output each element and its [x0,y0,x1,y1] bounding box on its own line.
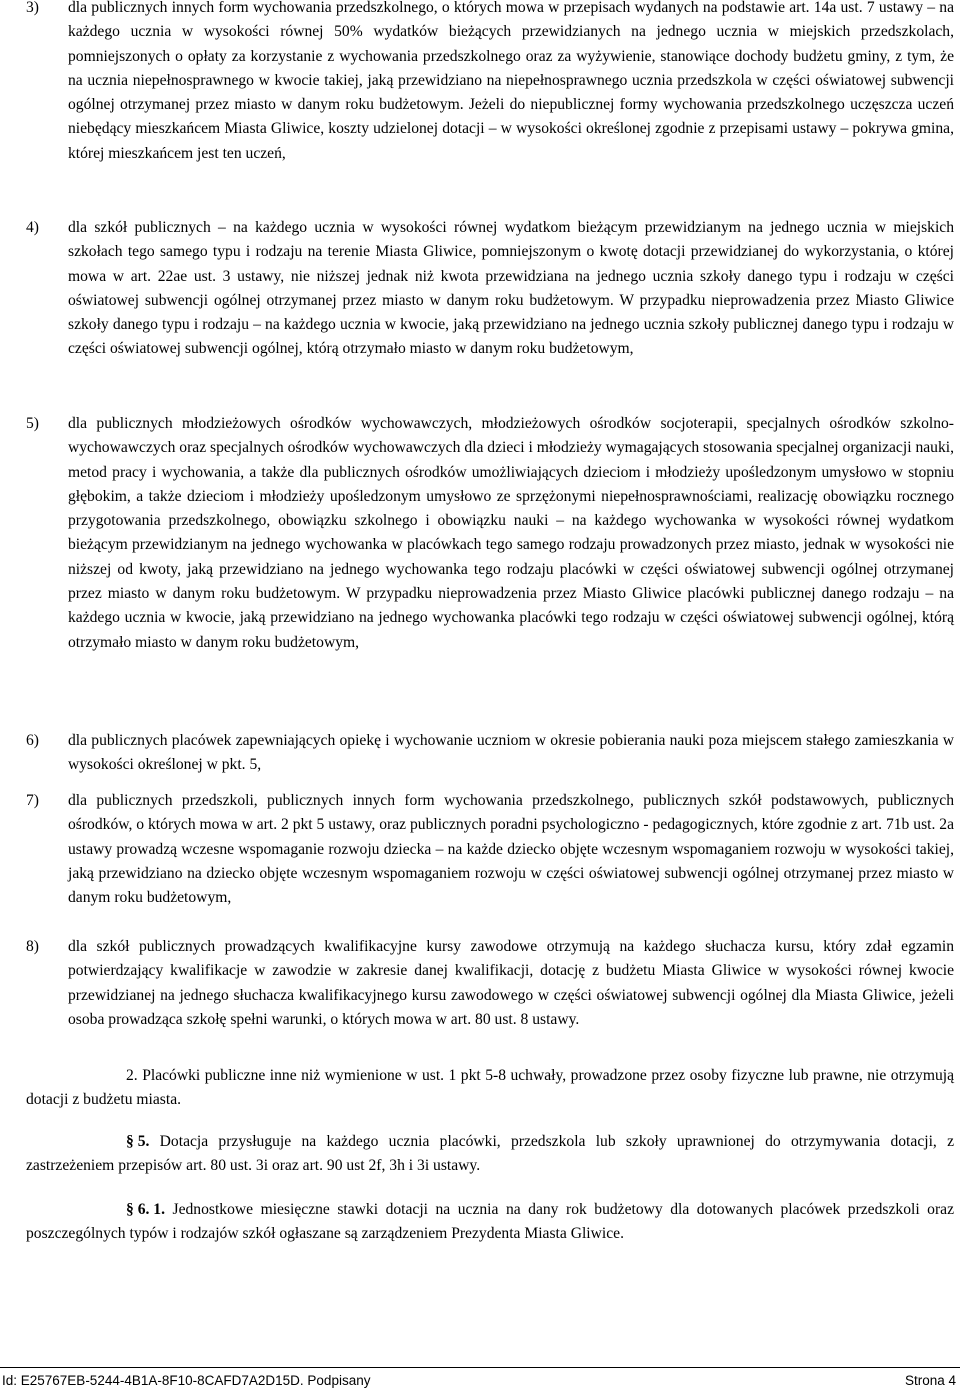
section-5 [26,1130,954,1179]
list-item-5 [26,412,954,655]
paragraph-text: Placówki publiczne inne niż wymienione w ust. 1 pkt 5-8 uchwały, prowadzone przez osoby fizyczne lub prawne, nie otrzymują dotacji z budżetu miasta. [26,1067,954,1109]
page-footer [0,1367,960,1388]
page-number: Strona 4 [904,1373,956,1388]
item-number: 8) [26,938,39,955]
item-text: dla szkół publicznych – na każdego ucznia w wysokości równej wydatkom bieżącym przewidzianym na jednego ucznia w miejskich szkołach tego samego typu i rodzaju na terenie Miasta Gliwice, pomniejszonym o kwotę dotacji przewidzianej do wykorzystania, o której mowa w art. 22ae ust. 3 ustawy, nie niższej jednak niż kwota przewidziana na jednego ucznia szkoły danego typu i rodzaju w części oświatowej subwencji ogólnej otrzymanej przez miasto w danym roku budżetowym. W przypadku nieprowadzenia przez Miasto Gliwice szkoły danego typu i rodzaju – na każdego ucznia w kwocie, jaką przewidziano na jednego ucznia szkoły publicznej danego typu i rodzaju w części oświatowej subwencji ogólnej, którą otrzymało miasto w danym roku budżetowym, [68,219,954,358]
item-text: dla publicznych innych form wychowania przedszkolnego, o których mowa w przepisach wydanych na podstawie art. 14a ust. 7 ustawy – na każdego ucznia w wysokości równej 50% wydatków bieżących przewidzianych na jednego ucznia w miejskich przedszkolach, pomniejszonych o opłaty za korzystanie z wychowania przedszkolnego oraz za wyżywienie, stanowiące dochody budżetu gminy, z tym, że na ucznia niepełnosprawnego w kwocie takiej, jaką przewidziano na niepełnosprawnego ucznia przedszkola w części oświatowej subwencji ogólnej otrzymanej przez miasto w danym roku budżetowym. Jeżeli do niepublicznej formy wychowania przedszkolnego uczęszcza uczeń niebędący mieszkańcem Miasta Gliwice, koszty udzielonej dotacji – w wysokości określonej zgodnie z przepisami ustawy – pokrywa gmina, której mieszkańcem jest ten uczeń, [68,0,954,162]
item-text: dla publicznych przedszkoli, publicznych innych form wychowania przedszkolnego, publicznych szkół podstawowych, publicznych ośrodków, o których mowa w art. 2 pkt 5 ustawy, oraz publicznych poradni psychologiczno - pedagogicznych, które zgodnie z art. 71b ust. 2a ustawy prowadzą wczesne wspomaganie rozwoju dziecka – na każde dziecko objęte wczesnym wspomaganiem rozwoju w wysokości takiej, jaką przewidziano na dziecko objęte wczesnym wspomaganiem rozwoju w części oświatowej subwencji ogólnej otrzymanej przez miasto w danym roku budżetowym, [68,792,954,907]
section-text: Dotacja przysługuje na każdego ucznia placówki, przedszkola lub szkoły uprawnionej do otrzymywania dotacji, z zastrzeżeniem przepisów art. 80 ust. 3i oraz art. 90 ust 2f, 3h i 3i ustawy. [26,1133,954,1175]
list-item-7 [26,789,954,910]
section-text: Jednostkowe miesięczne stawki dotacji na ucznia na dany rok budżetowy dla dotowanych placówek przedszkoli oraz poszczególnych typów i rodzajów szkół ogłaszane są zarządzeniem Prezydenta Miasta Gliwice. [26,1201,954,1243]
paragraph-2 [26,1064,954,1113]
list-item-6 [26,729,954,778]
list-item-4 [26,216,954,362]
item-number: 5) [26,415,39,432]
section-6 [26,1198,954,1247]
section-number: § 6. 1. [126,1201,165,1218]
item-number: 4) [26,219,39,236]
item-number: 3) [26,0,39,16]
item-text: dla szkół publicznych prowadzących kwalifikacyjne kursy zawodowe otrzymują na każdego słuchacza kursu, który zdał egzamin potwierdzający kwalifikacje w zawodzie w zakresie danej kwalifikacji, dotację z budżetu Miasta Gliwice w wysokości równej kwocie przewidzianej na jednego słuchacza kwalifikacyjnego kursu zawodowego w części oświatowej subwencji ogólnej dla Miasta Gliwice, jeżeli osoba prowadząca szkołę spełni warunki, o których mowa w art. 80 ust. 8 ustawy. [68,938,954,1028]
list-item-8 [26,935,954,1032]
item-text: dla publicznych placówek zapewniających opiekę i wychowanie uczniom w okresie pobierania nauki poza miejscem stałego zamieszkania w wysokości określonej w pkt. 5, [68,732,954,774]
section-number: § 5. [126,1133,150,1150]
document-id: Id: E25767EB-5244-4B1A-8F10-8CAFD7A2D15D. Podpisany [2,1373,371,1388]
item-number: 6) [26,732,39,749]
paragraph-number: 2. [126,1067,138,1084]
list-item-3 [26,0,954,166]
item-text: dla publicznych młodzieżowych ośrodków wychowawczych, młodzieżowych ośrodków socjoterapii, specjalnych ośrodków szkolno-wychowawczych oraz specjalnych ośrodków wychowawczych dla dzieci i młodzieży wymagających stosowania specjalnej organizacji nauki, metod pracy i wychowania, a także dla publicznych ośrodków umożliwiających dzieciom i młodzieży upośledzonym umysłowo w stopniu głębokim, a także dzieciom i młodzieży upośledzonym umysłowo ze sprzężonymi niepełnosprawnościami, realizację obowiązku rocznego przygotowania przedszkolnego, obowiązku szkolnego i obowiązku nauki – na każdego wychowanka w wysokości równej wydatkom bieżącym przewidzianym na jednego wychowanka w placówkach tego samego rodzaju prowadzonych przez miasto, jednak w wysokości nie niższej od kwoty, jaką przewidziano na jednego wychowanka tego rodzaju placówki w części oświatowej subwencji ogólnej otrzymanej przez miasto w danym roku budżetowym. W przypadku nieprowadzenia przez Miasto Gliwice placówki publicznej danego rodzaju – na każdego ucznia w kwocie, jaką przewidziano na jednego wychowanka placówki tego rodzaju w części oświatowej subwencji ogólnej, którą otrzymało miasto w danym roku budżetowym, [68,415,954,651]
item-number: 7) [26,792,39,809]
